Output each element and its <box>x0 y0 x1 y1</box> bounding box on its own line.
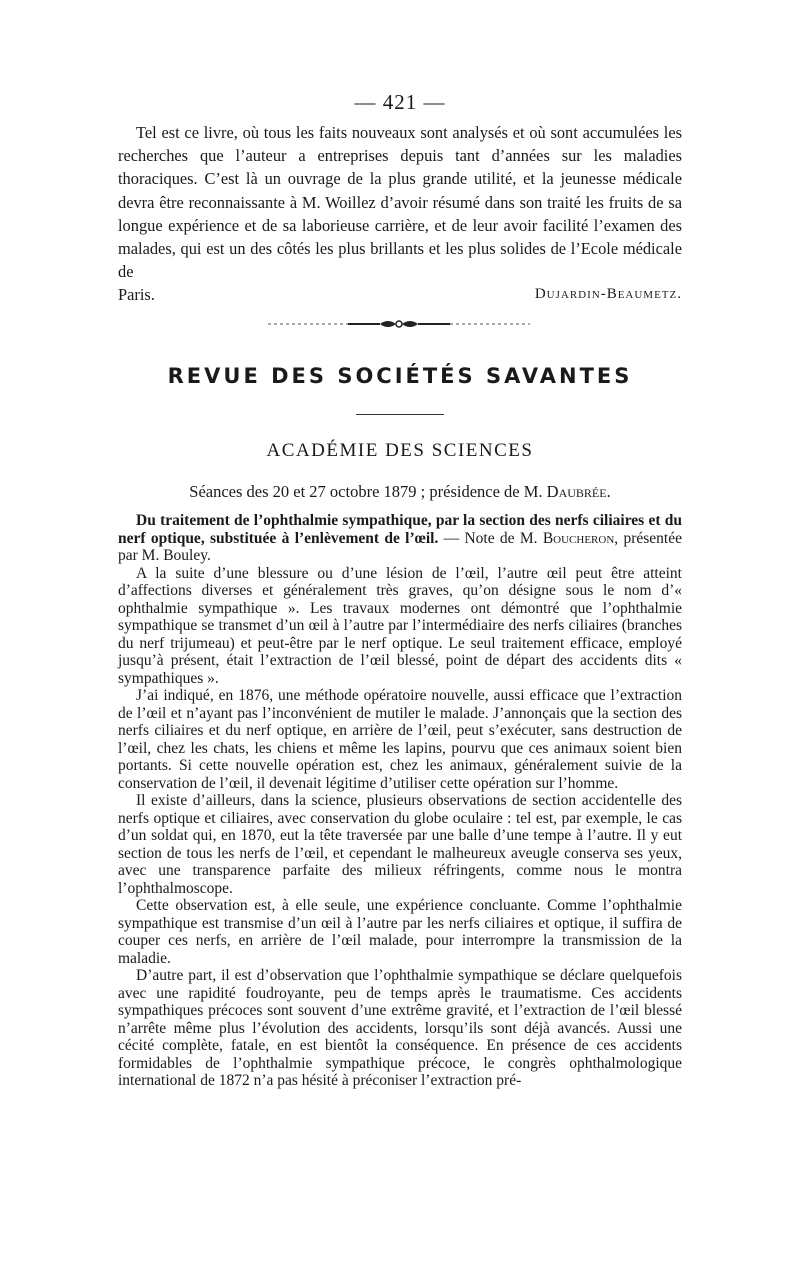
note-suffix: , présentée par M. Bouley. <box>118 529 682 564</box>
session-line <box>0 482 800 502</box>
article-heading: Du traitement de l’ophthalmie sympathique, par la section des nerfs ciliaires et du nerf optique, substituée à l’enlèvement de l’œil. <box>118 512 682 547</box>
signature: Dujardin-Beaumetz. <box>534 286 682 303</box>
body-paragraph: J’ai indiqué, en 1876, une méthode opératoire nouvelle, aussi efficace que l’extraction de l’œil et n’ayant pas l’inconvénient de mutiler le malade. J’annonçais que la section des nerfs ciliaires et du nerf optique, en arrière de l’œil, peut s’exécuter, sans destruction de l’œil, chez les chats, les chiens et même les lapins, pourvu que ces animaux soient bien portants. Si cette nouvelle opération est, chez les animaux, généralement suivie de la conservation de l’œil, il devenait légitime d’utiliser cette opération sur l’homme. <box>118 687 682 792</box>
section-title: REVUE DES SOCIÉTÉS SAVANTES <box>167 364 633 388</box>
page-number: — 421 — <box>354 90 446 114</box>
author-name: Boucheron <box>542 529 615 547</box>
intro-paragraph <box>118 121 682 307</box>
academy-heading: ACADÉMIE DES SCIENCES <box>266 440 534 461</box>
intro-last-word: Paris. <box>118 285 155 305</box>
body-paragraph: D’autre part, il est d’observation que l’ophthalmie sympathique se déclare quelquefois avec une rapidité foudroyante, peu de temps après le traumatisme. Ces accidents sympathiques précoces sont souvent d’une extrême gravité, et l’extraction de l’œil blessé n’arrête même plus l’évolution des accidents, lorsqu’ils sont déjà avancés. Aussi une cécité complète, fatale, en est bientôt la conséquence. En présence de ces accidents formidables de l’ophthalmie sympathique précoce, le congrès ophthalmologique international de 1872 n’a pas hésité à préconiser l’extraction pré- <box>118 967 682 1089</box>
note-prefix: — Note de M. <box>438 529 538 547</box>
intro-text: Tel est ce livre, où tous les faits nouveaux sont analysés et où sont accumulées les recherches que l’auteur a entreprises depuis tant d’années sur les maladies thoraciques. C’est là un ouvrage de la plus grande utilité, et la jeunesse médicale devra être reconnaissante à M. Woillez d’avoir résumé dans son traité les fruits de sa longue expérience et de sa laborieuse carrière, et de leur avoir facilité l’examen des malades, qui est un des côtés les plus brillants et les plus solides de l’Ecole médicale de <box>118 123 682 282</box>
title-rule <box>356 414 444 415</box>
president-name: Daubrée. <box>546 482 611 501</box>
article-body <box>118 512 682 1090</box>
article-first-paragraph <box>118 512 682 565</box>
body-paragraph: Il existe d’ailleurs, dans la science, plusieurs observations de section accidentelle des nerfs optique et ciliaires, avec conservation du globe oculaire : tel est, par exemple, le cas d’un soldat qui, en 1870, eut la tête traversée par une balle d’une tempe à l’autre. Il y eut section de tous les nerfs de l’œil, et cependant le malheureux aveugle conserva ses yeux, avec une transparence parfaite des milieux réfringents, comme nous le montra l’ophthalmoscope. <box>118 792 682 897</box>
session-dates: Séances des 20 et 27 octobre 1879 ; présidence de M. <box>189 482 543 501</box>
ornament-divider <box>268 317 530 331</box>
body-paragraph: A la suite d’une blessure ou d’une lésion de l’œil, l’autre œil peut être atteint d’affections diverses et généralement très graves, qu’on désigne sous le nom d’« ophthalmie sympathique ». Les travaux modernes ont démontré que l’ophthalmie sympathique se transmet d’un œil à l’autre par l’intermédiaire des nerfs ciliaires (branches du nerf trijumeau) et peut-être par le nerf optique. Le seul traitement efficace, employé jusqu’à présent, était l’extraction de l’œil blessé, point de départ des accidents dits « sympathiques ». <box>118 564 682 687</box>
intro-closing-line <box>118 283 682 306</box>
body-paragraph: Cette observation est, à elle seule, une expérience concluante. Comme l’ophthalmie sympathique est transmise d’un œil à l’autre par les nerfs ciliaires et optique, il suffira de couper ces nerfs, en arrière de l’œil malade, pour interrompre la transmission de la maladie. <box>118 897 682 967</box>
